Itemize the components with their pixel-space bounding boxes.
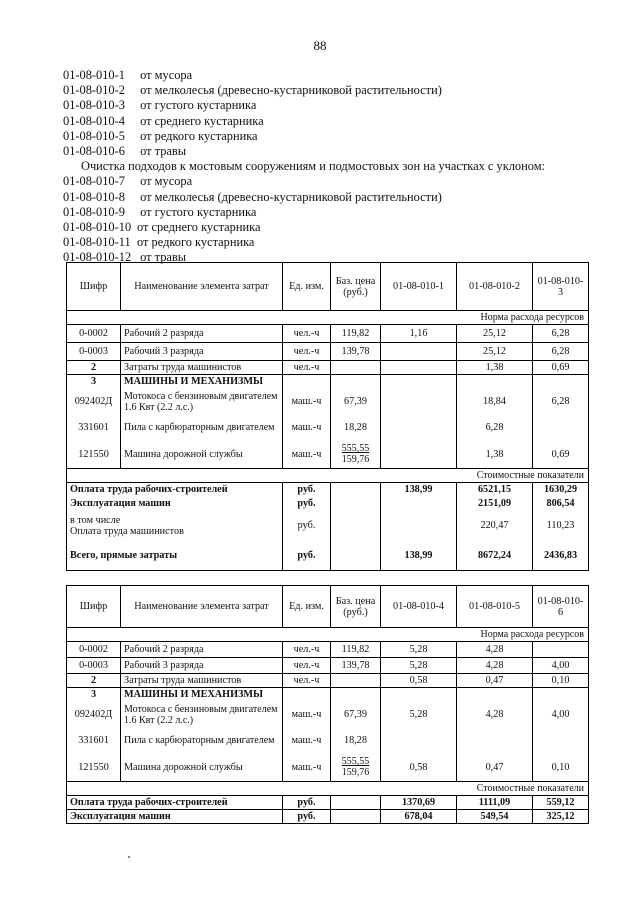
price-top: 555,55 <box>341 443 370 455</box>
header-unit: Ед. изм. <box>283 586 331 628</box>
header-code: Шифр <box>67 263 121 311</box>
code: 01-08-010-1 <box>63 68 125 82</box>
row-price: 139,78 <box>331 658 381 674</box>
row-name: Затраты труда машинистов <box>121 674 283 688</box>
cell: 8672,24 <box>457 541 533 571</box>
intro-paragraph: Очистка подходов к мостовым сооружениям и подмостовых зон на участках с уклоном: <box>81 159 545 174</box>
row-name: Машина дорожной службы <box>121 441 283 469</box>
intro-line <box>63 144 603 159</box>
row-name: Рабочий 3 разряда <box>121 658 283 674</box>
row-name: Оплата труда рабочих-строителей <box>67 796 283 810</box>
row-unit: чел.-ч <box>283 642 331 658</box>
row-unit: маш.-ч <box>283 415 331 441</box>
row-name: Пила с карбюраторным двигателем <box>121 728 283 754</box>
header-col: 01-08-010-2 <box>457 263 533 311</box>
intro-line <box>63 174 603 189</box>
cell <box>381 511 457 541</box>
cell: 0,10 <box>533 674 589 688</box>
cell: 220,47 <box>457 511 533 541</box>
label-operators: Оплата труда машинистов <box>70 525 184 537</box>
row-code: 2 <box>67 674 121 688</box>
row-code: 092402Д <box>67 389 121 415</box>
desc: от редкого кустарника <box>140 128 258 143</box>
intro-line <box>63 235 603 250</box>
row-name: Рабочий 2 разряда <box>121 642 283 658</box>
intro-line <box>63 205 603 220</box>
row-price: 119,82 <box>331 325 381 343</box>
intro-line <box>63 114 603 129</box>
price-bottom: 159,76 <box>341 767 370 779</box>
row-price: 139,78 <box>331 343 381 361</box>
cell: 6,28 <box>457 415 533 441</box>
row-price: 67,39 <box>331 702 381 728</box>
row-price: 18,28 <box>331 415 381 441</box>
row-unit: руб. <box>283 541 331 571</box>
cell: 4,28 <box>457 658 533 674</box>
code: 01-08-010-9 <box>63 204 125 219</box>
row-unit: чел.-ч <box>283 658 331 674</box>
section-cost: Стоимостные показатели <box>67 782 589 796</box>
cell: 138,99 <box>381 541 457 571</box>
cell <box>381 415 457 441</box>
cell: 6,28 <box>533 389 589 415</box>
row-name: Эксплуатация машин <box>67 810 283 824</box>
header-name: Наименование элемента затрат <box>121 586 283 628</box>
row-code: 0-0002 <box>67 325 121 343</box>
row-price <box>331 441 381 469</box>
header-col: 01-08-010-4 <box>381 586 457 628</box>
header-col: 01-08-010-5 <box>457 586 533 628</box>
cell: 4,00 <box>533 658 589 674</box>
row-unit: руб. <box>283 796 331 810</box>
cell: 559,12 <box>533 796 589 810</box>
cell: 549,54 <box>457 810 533 824</box>
cell: 0,47 <box>457 674 533 688</box>
desc: от мусора <box>140 68 193 82</box>
header-unit: Ед. изм. <box>283 263 331 311</box>
cell <box>381 728 457 754</box>
row-code: 0-0003 <box>67 658 121 674</box>
row-name: Пила с карбюраторным двигателем <box>121 415 283 441</box>
desc: от мусора <box>140 174 193 189</box>
code: 01-08-010-3 <box>63 98 125 113</box>
cell: 0,69 <box>533 361 589 375</box>
cell: 18,84 <box>457 389 533 415</box>
cell: 6521,15 <box>457 483 533 497</box>
row-name: Затраты труда машинистов <box>121 361 283 375</box>
row-name: Всего, прямые затраты <box>67 541 283 571</box>
header-price: Баз. цена (руб.) <box>331 263 381 311</box>
code: 01-08-010-2 <box>63 83 125 98</box>
row-code: 121550 <box>67 441 121 469</box>
resource-table-2 <box>66 585 589 824</box>
desc: от среднего кустарника <box>137 220 261 235</box>
row-code: 0-0003 <box>67 343 121 361</box>
row-name: Мотокоса с бензиновым двигателем 1.6 Квт (2.2 л.с.) <box>121 702 283 728</box>
cell <box>533 728 589 754</box>
row-name: Эксплуатация машин <box>67 497 283 511</box>
cell: 4,28 <box>457 642 533 658</box>
cell <box>457 728 533 754</box>
row-price <box>331 361 381 375</box>
cell: 138,99 <box>381 483 457 497</box>
code: 01-08-010-4 <box>63 113 125 128</box>
row-code: 121550 <box>67 754 121 782</box>
row-unit: руб. <box>283 497 331 511</box>
cell: 5,28 <box>381 658 457 674</box>
code: 01-08-010-12 <box>63 250 132 265</box>
resource-table-1 <box>66 262 589 571</box>
desc: от густого кустарника <box>140 98 257 113</box>
header-name: Наименование элемента затрат <box>121 263 283 311</box>
section-norm: Норма расхода ресурсов <box>67 628 589 642</box>
cell: 0,58 <box>381 674 457 688</box>
cell: 0,47 <box>457 754 533 782</box>
code: 01-08-010-6 <box>63 144 125 159</box>
code: 01-08-010-10 <box>63 220 132 235</box>
cell: 4,00 <box>533 702 589 728</box>
row-price <box>331 754 381 782</box>
row-code: 331601 <box>67 415 121 441</box>
row-unit: чел.-ч <box>283 325 331 343</box>
cell: 1,38 <box>457 441 533 469</box>
cell: 6,28 <box>533 325 589 343</box>
header-col: 01-08-010-1 <box>381 263 457 311</box>
cell: 5,28 <box>381 702 457 728</box>
row-name: Оплата труда рабочих-строителей <box>67 483 283 497</box>
row-name: Машина дорожной службы <box>121 754 283 782</box>
intro-line <box>63 68 603 83</box>
row-price: 18,28 <box>331 728 381 754</box>
cell: 1,38 <box>457 361 533 375</box>
price-bottom: 159,76 <box>341 454 370 466</box>
row-unit: маш.-ч <box>283 728 331 754</box>
cell <box>381 389 457 415</box>
cell: 0,10 <box>533 754 589 782</box>
row-code: 092402Д <box>67 702 121 728</box>
price-top: 555,55 <box>341 756 370 768</box>
row-unit: чел.-ч <box>283 343 331 361</box>
header-col: 01-08-010-6 <box>533 586 589 628</box>
row-name: МАШИНЫ И МЕХАНИЗМЫ <box>121 375 283 389</box>
cell: 5,28 <box>381 642 457 658</box>
cell: 6,28 <box>533 343 589 361</box>
page-number: 88 <box>313 38 327 53</box>
cell: 110,23 <box>533 511 589 541</box>
row-unit: руб. <box>283 511 331 541</box>
row-code: 3 <box>67 375 121 389</box>
cell <box>533 415 589 441</box>
cell: 1630,29 <box>533 483 589 497</box>
cell <box>381 497 457 511</box>
row-price <box>331 674 381 688</box>
cell <box>381 441 457 469</box>
cell: 325,12 <box>533 810 589 824</box>
row-name <box>67 511 283 541</box>
row-unit: чел.-ч <box>283 674 331 688</box>
row-code: 3 <box>67 688 121 702</box>
cell: 0,69 <box>533 441 589 469</box>
code: 01-08-010-5 <box>63 128 125 143</box>
intro-list <box>63 68 603 266</box>
cell <box>533 642 589 658</box>
section-cost: Стоимостные показатели <box>67 469 589 483</box>
cell: 806,54 <box>533 497 589 511</box>
row-unit: маш.-ч <box>283 702 331 728</box>
cell <box>381 361 457 375</box>
intro-line <box>63 129 603 144</box>
cell: 4,28 <box>457 702 533 728</box>
row-name: Рабочий 3 разряда <box>121 343 283 361</box>
row-unit: маш.-ч <box>283 754 331 782</box>
cell: 25,12 <box>457 343 533 361</box>
label-including: в том числе <box>70 514 121 526</box>
desc: от густого кустарника <box>140 204 257 219</box>
row-name: Рабочий 2 разряда <box>121 325 283 343</box>
header-col: 01-08-010-3 <box>533 263 589 311</box>
intro-line <box>63 83 603 98</box>
cell: 2151,09 <box>457 497 533 511</box>
row-unit: руб. <box>283 810 331 824</box>
desc: от редкого кустарника <box>137 235 255 250</box>
desc: от среднего кустарника <box>140 113 264 128</box>
row-unit: чел.-ч <box>283 361 331 375</box>
intro-line <box>63 190 603 205</box>
code: 01-08-010-7 <box>63 174 125 189</box>
section-norm: Норма расхода ресурсов <box>67 311 589 325</box>
row-name: МАШИНЫ И МЕХАНИЗМЫ <box>121 688 283 702</box>
row-code: 331601 <box>67 728 121 754</box>
cell <box>381 343 457 361</box>
row-code: 0-0002 <box>67 642 121 658</box>
header-price: Баз. цена (руб.) <box>331 586 381 628</box>
desc: от травы <box>140 144 187 159</box>
intro-line <box>63 98 603 113</box>
desc: от травы <box>140 250 187 265</box>
cell: 1,16 <box>381 325 457 343</box>
code: 01-08-010-8 <box>63 189 125 204</box>
cell: 678,04 <box>381 810 457 824</box>
row-name: Мотокоса с бензиновым двигателем 1.6 Квт (2.2 л.с.) <box>121 389 283 415</box>
desc: от мелколесья (древесно-кустарниковой растительности) <box>140 83 442 98</box>
cell: 1111,09 <box>457 796 533 810</box>
cell: 2436,83 <box>533 541 589 571</box>
scan-speck <box>128 856 130 858</box>
intro-line <box>63 220 603 235</box>
row-code: 2 <box>67 361 121 375</box>
header-code: Шифр <box>67 586 121 628</box>
row-price: 67,39 <box>331 389 381 415</box>
row-price: 119,82 <box>331 642 381 658</box>
cell: 25,12 <box>457 325 533 343</box>
desc: от мелколесья (древесно-кустарниковой растительности) <box>140 189 442 204</box>
code: 01-08-010-11 <box>63 235 131 250</box>
row-unit: маш.-ч <box>283 441 331 469</box>
cell: 0,58 <box>381 754 457 782</box>
row-unit: маш.-ч <box>283 389 331 415</box>
cell: 1370,69 <box>381 796 457 810</box>
row-unit: руб. <box>283 483 331 497</box>
